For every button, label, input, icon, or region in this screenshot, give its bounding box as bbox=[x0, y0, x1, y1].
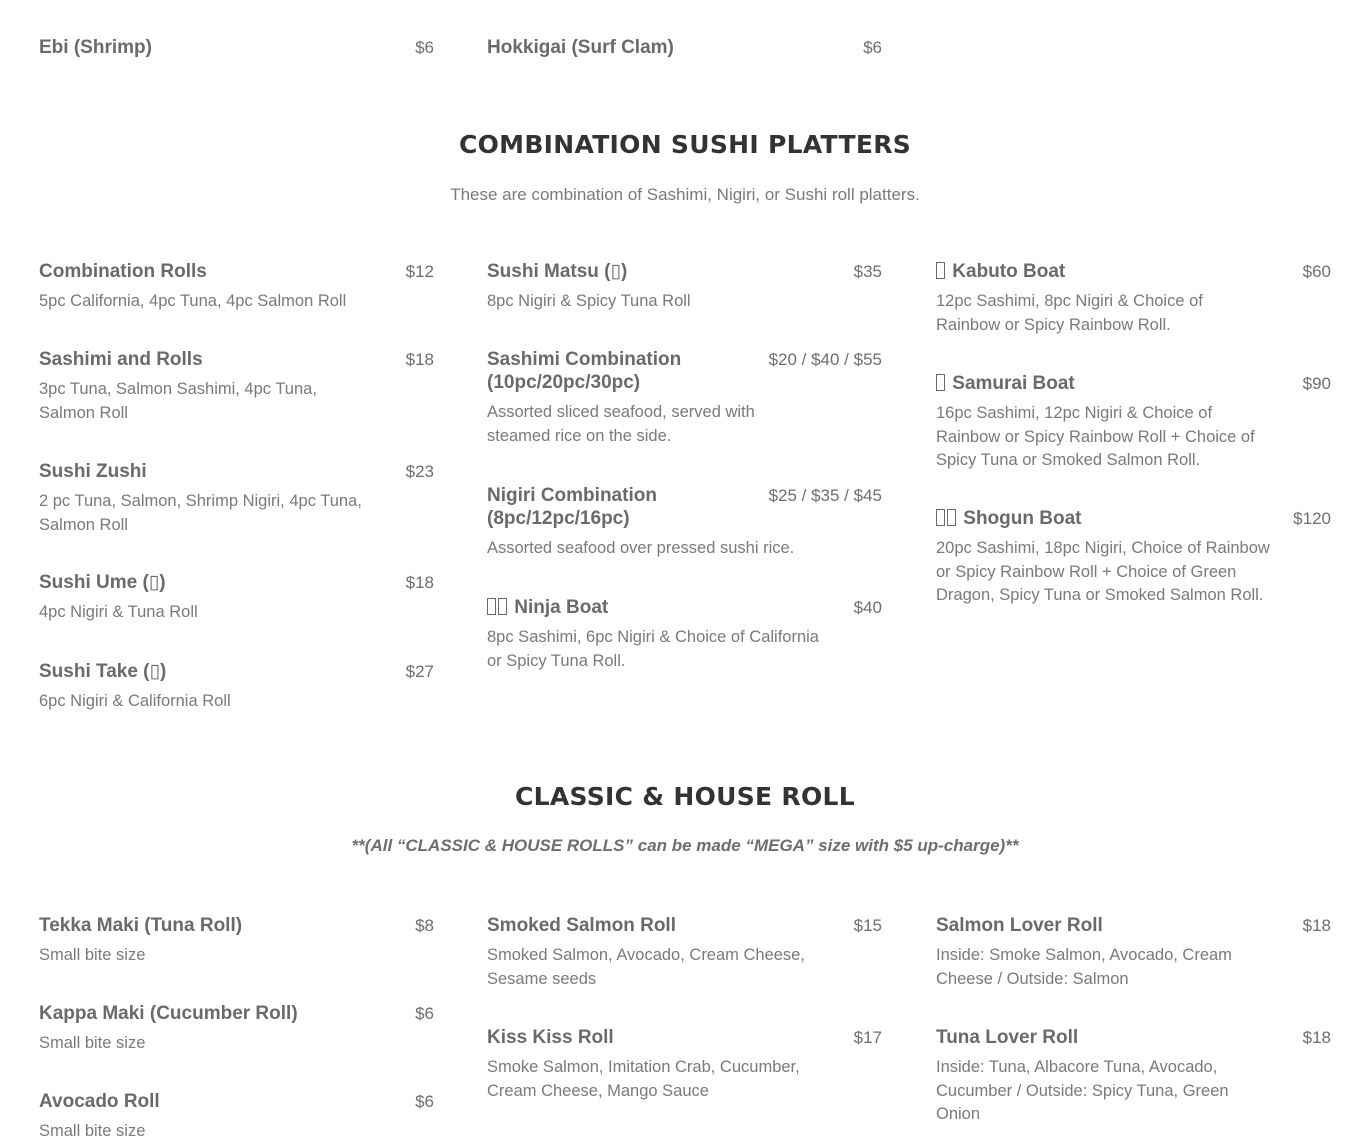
item-name-text: Shogun Boat bbox=[963, 508, 1082, 529]
item-description: Inside: Tuna, Albacore Tuna, Avocado, Cucumber / Outside: Spicy Tuna, Green Onion bbox=[936, 1058, 1229, 1123]
item-description: 3pc Tuna, Salmon Sashimi, 4pc Tuna, Salmon Roll bbox=[39, 380, 317, 422]
boat-icon bbox=[936, 374, 945, 391]
item-name: Sashimi Combination (10pc/20pc/30pc) bbox=[487, 349, 682, 393]
item-name bbox=[936, 372, 1331, 395]
item-price: $18 bbox=[1302, 1028, 1331, 1047]
boat-icon bbox=[947, 509, 956, 526]
item-price: $27 bbox=[405, 662, 434, 681]
item-name: Hokkigai (Surf Clam) bbox=[487, 37, 674, 58]
item-price: $90 bbox=[1302, 374, 1331, 393]
item-description: 5pc California, 4pc Tuna, 4pc Salmon Roll bbox=[39, 292, 347, 310]
boat-icon bbox=[936, 262, 945, 279]
item-name: Tekka Maki (Tuna Roll) bbox=[39, 915, 243, 936]
item-price: $18 bbox=[1302, 916, 1331, 935]
menu-item bbox=[487, 1026, 882, 1103]
item-price: $20 / $40 / $55 bbox=[768, 350, 882, 369]
item-price: $18 bbox=[405, 573, 434, 592]
item-price: $6 bbox=[415, 1004, 434, 1023]
menu-item bbox=[39, 571, 434, 625]
boat-icon bbox=[487, 598, 496, 615]
item-name: Avocado Roll bbox=[39, 1091, 160, 1112]
item-name: Sushi Ume (▯) bbox=[39, 572, 166, 593]
menu-item bbox=[39, 460, 434, 537]
item-description: 8pc Nigiri & Spicy Tuna Roll bbox=[487, 292, 691, 310]
item-price: $17 bbox=[853, 1028, 882, 1047]
item-name: Sashimi and Rolls bbox=[39, 349, 203, 370]
combo-section-subtitle: These are combination of Sashimi, Nigiri, or Sushi roll platters. bbox=[450, 185, 920, 204]
menu-item bbox=[936, 372, 1331, 473]
item-name: Tuna Lover Roll bbox=[936, 1027, 1079, 1048]
menu-item bbox=[39, 348, 434, 425]
boat-icon bbox=[498, 598, 507, 615]
item-name: Nigiri Combination (8pc/12pc/16pc) bbox=[487, 485, 657, 529]
item-description: 4pc Nigiri & Tuna Roll bbox=[39, 603, 198, 621]
menu-item bbox=[936, 260, 1331, 337]
classic-section-note: **(All “CLASSIC & HOUSE ROLLS” can be made “MEGA” size with $5 up-charge)** bbox=[351, 836, 1019, 855]
item-name-text: Ninja Boat bbox=[514, 597, 609, 618]
item-description: Smoked Salmon, Avocado, Cream Cheese, Sesame seeds bbox=[487, 946, 805, 988]
item-name bbox=[936, 507, 1331, 530]
item-description: 2 pc Tuna, Salmon, Shrimp Nigiri, 4pc Tuna, Salmon Roll bbox=[39, 492, 362, 534]
item-description: Assorted sliced seafood, served with steamed rice on the side. bbox=[487, 403, 755, 445]
item-description: 8pc Sashimi, 6pc Nigiri & Choice of California or Spicy Tuna Roll. bbox=[487, 628, 819, 670]
item-name: Sushi Take (▯) bbox=[39, 661, 167, 682]
item-name: Ebi (Shrimp) bbox=[39, 37, 152, 58]
item-price: $6 bbox=[415, 38, 434, 57]
menu-item bbox=[487, 914, 882, 991]
item-price: $8 bbox=[415, 916, 434, 935]
item-name-text: Kabuto Boat bbox=[952, 261, 1066, 282]
menu-item bbox=[39, 1090, 434, 1144]
menu-item bbox=[39, 1002, 434, 1056]
item-name: Kiss Kiss Roll bbox=[487, 1027, 614, 1048]
item-description: 6pc Nigiri & California Roll bbox=[39, 692, 231, 710]
menu-item bbox=[936, 914, 1331, 991]
item-description: 12pc Sashimi, 8pc Nigiri & Choice of Rainbow or Spicy Rainbow Roll. bbox=[936, 292, 1203, 334]
item-name: Kappa Maki (Cucumber Roll) bbox=[39, 1003, 298, 1024]
menu-item bbox=[39, 660, 434, 714]
item-description: Inside: Smoke Salmon, Avocado, Cream Cheese / Outside: Salmon bbox=[936, 946, 1232, 988]
item-price: $6 bbox=[863, 38, 882, 57]
item-name bbox=[936, 260, 1331, 283]
item-price: $35 bbox=[853, 262, 882, 281]
item-name bbox=[487, 596, 882, 619]
item-price: $12 bbox=[405, 262, 434, 281]
item-price: $120 bbox=[1293, 509, 1331, 528]
item-description: Small bite size bbox=[39, 946, 146, 964]
menu-item bbox=[487, 260, 882, 314]
menu-item bbox=[487, 596, 882, 673]
item-price: $60 bbox=[1302, 262, 1331, 281]
item-name: Smoked Salmon Roll bbox=[487, 915, 676, 936]
item-description: Small bite size bbox=[39, 1034, 146, 1052]
item-price: $23 bbox=[405, 462, 434, 481]
item-price: $15 bbox=[853, 916, 882, 935]
menu-item bbox=[39, 260, 434, 314]
menu-item bbox=[936, 1026, 1331, 1127]
item-price: $25 / $35 / $45 bbox=[768, 486, 882, 505]
item-description: 16pc Sashimi, 12pc Nigiri & Choice of Rainbow or Spicy Rainbow Roll + Choice of Spicy Tuna or Smoked Salmon Roll. bbox=[936, 404, 1255, 469]
item-name: Sushi Zushi bbox=[39, 461, 147, 482]
item-name: Combination Rolls bbox=[39, 261, 207, 282]
item-description: 20pc Sashimi, 18pc Nigiri, Choice of Rainbow or Spicy Rainbow Roll + Choice of Green Dragon, Spicy Tuna or Smoked Salmon Roll. bbox=[936, 539, 1270, 604]
item-description: Smoke Salmon, Imitation Crab, Cucumber, Cream Cheese, Mango Sauce bbox=[487, 1058, 800, 1100]
item-price: $6 bbox=[415, 1092, 434, 1111]
item-price: $40 bbox=[853, 598, 882, 617]
item-name: Salmon Lover Roll bbox=[936, 915, 1103, 936]
menu-item bbox=[936, 507, 1331, 608]
item-price: $18 bbox=[405, 350, 434, 369]
menu-item-hokkigai bbox=[487, 36, 882, 59]
classic-section-title: CLASSIC & HOUSE ROLL bbox=[515, 782, 855, 811]
item-description: Small bite size bbox=[39, 1122, 146, 1140]
boat-icon bbox=[936, 509, 945, 526]
menu-item bbox=[39, 914, 434, 968]
menu-item bbox=[487, 484, 882, 561]
combo-section-title: COMBINATION SUSHI PLATTERS bbox=[458, 130, 912, 159]
item-name: Sushi Matsu (▯) bbox=[487, 261, 628, 282]
menu-item-ebi bbox=[39, 36, 434, 59]
menu-item bbox=[487, 348, 882, 448]
item-description: Assorted seafood over pressed sushi rice. bbox=[487, 539, 795, 557]
item-name-text: Samurai Boat bbox=[952, 373, 1075, 394]
